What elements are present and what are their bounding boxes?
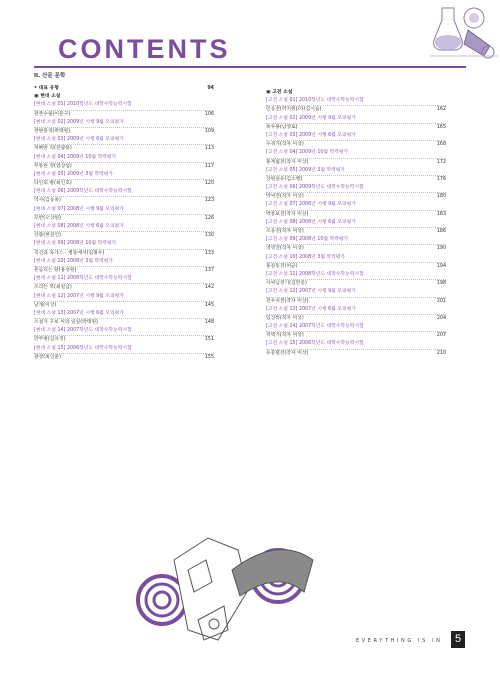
section-heading: II. 산문 문학: [34, 73, 66, 79]
toc-entry: [34, 180, 214, 188]
toc-page-number: 176: [436, 176, 446, 182]
toc-entry: [34, 250, 214, 258]
toc-page-number: 186: [436, 229, 446, 234]
toc-entry: [34, 128, 214, 136]
toc-source-line: [266, 323, 446, 332]
toc-source-line: [266, 167, 446, 176]
toc-source-line: [266, 149, 446, 158]
left-column: [34, 85, 214, 362]
toc-entry: [266, 350, 446, 358]
toc-source-line: [34, 154, 214, 163]
toc-page-number: 155: [204, 354, 214, 360]
toc-entry: [266, 211, 446, 219]
toc-entry: [34, 215, 214, 223]
toc-entry-title: [현대 소설 10] 2008년 3월 학력평가: [34, 258, 114, 264]
toc-entry: [266, 193, 446, 201]
toc-source-line: [34, 223, 214, 232]
toc-entry-title: 박흥보전(작자 미상): [266, 211, 309, 217]
toc-entry-title: 산불(현길언): [34, 233, 61, 239]
toc-subheading: [34, 85, 214, 93]
toc-entry-title: 유충렬전(작자 미상): [266, 350, 309, 356]
toc-page-number: 109: [204, 128, 214, 134]
toc-entry: [266, 280, 446, 288]
toc-entry: [266, 159, 446, 167]
toc-page-number: 126: [204, 215, 214, 221]
toc-entry-title: 임진록(작자 미상): [266, 315, 304, 321]
toc-page-number: 180: [436, 194, 446, 200]
toc-subheading: [34, 93, 214, 101]
toc-entry-title: [고전 소설 07] 2008년 시행 9월 모의평가: [266, 202, 356, 208]
toc-entry-title: 천변풍경(박태원): [34, 128, 71, 134]
toc-entry-title: ▣ 현대 소설: [34, 94, 61, 100]
toc-entry-title: 수경가(작자 미상): [266, 142, 304, 148]
toc-entry-title: 타인의 방(최인호): [34, 181, 72, 187]
toc-entry-title: 옥루몽(남영로): [266, 124, 298, 130]
toc-page-number: 106: [204, 111, 214, 117]
spiral-illustration-icon: [128, 530, 328, 650]
toc-entry-title: 직선과 독가스 - 병동에서(임철우): [34, 250, 105, 256]
toc-entry-title: 관촌수필(이문구): [34, 111, 71, 117]
toc-source-line: [34, 293, 214, 302]
toc-entry-title: [현대 소설 01] 2010학년도 대학수학능력시험: [34, 102, 132, 108]
toc-entry-title: [현대 소설 14] 2007학년도 대학수학능력시험: [34, 328, 132, 334]
toc-entry: [266, 245, 446, 253]
toc-entry: [34, 302, 214, 310]
toc-entry: [34, 163, 214, 171]
toc-source-line: [266, 132, 446, 141]
toc-source-line: [34, 119, 214, 128]
toc-source-line: [34, 101, 214, 110]
toc-source-line: [266, 201, 446, 210]
toc-page-number: 162: [436, 107, 446, 113]
toc-entry-title: 모반(오상원): [34, 215, 61, 221]
toc-page-number: 94: [207, 86, 214, 91]
toc-entry-title: 박씨전(작자 미상): [266, 194, 304, 200]
toc-entry: [34, 232, 214, 240]
toc-entry-title: [고전 소설 06] 2009학년도 대학수학능력시험: [266, 185, 364, 191]
toc-entry-title: 전우치전(작자 미상): [266, 298, 309, 304]
toc-entry-title: [현대 소설 08] 2008년 시행 6월 모의평가: [34, 224, 124, 229]
toc-source-line: [34, 136, 214, 145]
toc-entry-title: [고전 소설 04] 2009년 10월 학력평가: [266, 150, 349, 156]
toc-source-line: [266, 219, 446, 228]
toc-source-line: [34, 206, 214, 215]
toc-page-number: 148: [204, 320, 214, 326]
toc-entry-title: [고전 소설 09] 2008년 10월 학력평가: [266, 237, 349, 243]
toc-entry-title: 역사(김승옥): [34, 198, 61, 204]
toc-source-line: [34, 275, 214, 284]
toc-page-number: 172: [436, 159, 446, 165]
toc-page-number: 130: [204, 233, 214, 239]
toc-source-line: [266, 115, 446, 124]
toc-source-line: [266, 236, 446, 245]
toc-source-line: [34, 258, 214, 267]
toc-entry-title: 홍길동전(허균): [266, 263, 298, 269]
toc-page-number: 145: [204, 302, 214, 308]
toc-entry-title: [현대 소설 09] 2008년 10월 학력평가: [34, 241, 117, 247]
toc-page-number: 133: [204, 250, 214, 256]
toc-entry-title: [고전 소설 08] 2008년 시행 6월 모의평가: [266, 219, 356, 225]
toc-entry-title: [현대 소설 02] 2009년 시행 9월 모의평가: [34, 119, 124, 125]
toc-entry-title: 광장(최인훈): [34, 354, 61, 360]
toc-entry-title: • 대표 유형: [34, 86, 59, 91]
toc-page-number: 190: [436, 246, 446, 252]
toc-source-line: [34, 310, 214, 319]
toc-entry: [34, 336, 214, 344]
toc-entry-title: [현대 소설 05] 2009년 3월 학력평가: [34, 171, 114, 177]
toc-entry-title: [고전 소설 01] 2010학년도 대학수학능력시험: [266, 98, 364, 104]
toc-entry: [266, 124, 446, 132]
toc-entry-title: [고전 소설 10] 2008년 3월 학력평가: [266, 254, 346, 260]
toc-entry: [34, 267, 214, 275]
toc-source-line: [266, 97, 446, 106]
toc-entry-title: 사씨남정기(김만중): [266, 281, 307, 287]
toc-entry: [266, 298, 446, 306]
toc-entry-title: 만무방(김유정): [34, 337, 66, 343]
toc-entry: [34, 145, 214, 153]
toc-page-number: 142: [204, 285, 214, 291]
toc-entry: [34, 354, 214, 362]
toc-page-number: 207: [436, 333, 446, 339]
toc-page-number: 168: [436, 142, 446, 148]
toc-source-line: [266, 306, 446, 315]
toc-entry-title: [고전 소설 14] 2007학년도 대학수학능력시험: [266, 324, 364, 330]
toc-entry-title: [고전 소설 12] 2007년 시행 9월 모의평가: [266, 289, 356, 295]
footer-tagline: EVERYTHING IS IN: [356, 638, 443, 644]
toc-page-number: 165: [436, 124, 446, 130]
toc-entry-title: 영영전(작자 미상): [266, 246, 304, 252]
toc-entry-title: [현대 소설 11] 2008학년도 대학수학능력시험: [34, 276, 132, 282]
toc-page-number: 210: [436, 350, 446, 356]
toc-page-number: 201: [436, 298, 446, 304]
toc-source-line: [34, 345, 214, 354]
toc-page-number: 137: [204, 267, 214, 273]
toc-page-number: 113: [204, 146, 214, 152]
toc-page-number: 204: [436, 315, 446, 321]
toc-entry: [266, 228, 446, 236]
toc-source-line: [34, 240, 214, 249]
toc-page-number: 123: [204, 198, 214, 204]
toc-entry-title: 민옹전(박지원)/가(김시습): [266, 107, 322, 113]
toc-page-number: 117: [204, 163, 214, 169]
toc-entry: [266, 141, 446, 149]
toc-entry: [266, 106, 446, 114]
toc-entry-title: 소설가 구보 씨의 일일(박태원): [34, 320, 98, 326]
toc-entry: [266, 176, 446, 184]
toc-source-line: [266, 184, 446, 193]
toc-entry: [34, 111, 214, 119]
toc-entry: [34, 284, 214, 292]
toc-page-number: 183: [436, 211, 446, 217]
toc-entry-title: [고전 소설 15] 2006학년도 대학수학능력시험: [266, 341, 364, 347]
toc-source-line: [34, 327, 214, 336]
toc-entry: [266, 263, 446, 271]
toc-page-number: 151: [204, 337, 214, 343]
toc-entry-title: 흔들리는 땅(홍성원): [34, 267, 77, 273]
toc-entry-title: ▣ 고전 소설: [266, 90, 293, 95]
toc-entry-title: [고전 소설 02] 2009년 시행 9월 모의평가: [266, 115, 356, 121]
toc-entry-title: [현대 소설 12] 2007년 시행 9월 모의평가: [34, 293, 124, 299]
toc-entry: [34, 197, 214, 205]
toc-entry: [266, 315, 446, 323]
toc-entry-title: [현대 소설 06] 2009학년도 대학수학능력시험: [34, 189, 132, 195]
toc-entry-title: [현대 소설 13] 2007년 시행 6월 모의평가: [34, 310, 124, 316]
toc-entry-title: [현대 소설 03] 2009년 시행 6월 모의평가: [34, 137, 124, 143]
toc-entry-title: [현대 소설 07] 2008년 시행 9월 모의평가: [34, 206, 124, 212]
toc-entry-title: 홍계월전(작자 미상): [266, 159, 309, 165]
toc-entry-title: [현대 소설 15] 2006학년도 대학수학능력시험: [34, 345, 132, 351]
toc-entry-title: 무통한 정(염상섭): [34, 163, 72, 169]
toc-page-number: 194: [436, 263, 446, 269]
toc-entry-title: 조리는 복(최일남): [34, 285, 72, 291]
toc-source-line: [34, 188, 214, 197]
toc-source-line: [266, 340, 446, 349]
toc-source-line: [34, 171, 214, 180]
toc-entry-title: [고전 소설 05] 2009년 3월 학력평가: [266, 167, 346, 173]
toc-page-number: 120: [204, 181, 214, 187]
toc-source-line: [266, 271, 446, 280]
toc-entry-title: [현대 소설 04] 2009년 10월 학력평가: [34, 154, 117, 160]
page-title: CONTENTS: [58, 34, 231, 64]
right-column: [266, 85, 446, 358]
toc-entry-title: 적벽가(작자 미상): [266, 333, 304, 339]
title-underline: [34, 66, 466, 68]
toc-entry: [266, 332, 446, 340]
toc-source-line: [266, 254, 446, 263]
toc-entry-title: 꺼삐딴 리(전광용): [34, 146, 72, 152]
toc-entry: [34, 319, 214, 327]
toc-entry-title: [고전 소설 03] 2009년 시행 6월 모의평가: [266, 132, 356, 138]
toc-entry-title: [고전 소설 11] 2008학년도 대학수학능력시험: [266, 271, 364, 277]
toc-entry-title: 조웅전(작자 미상): [266, 229, 304, 234]
page-number: 5: [451, 631, 465, 648]
toc-entry-title: 상원설유(김소행): [266, 176, 303, 182]
toc-source-line: [266, 288, 446, 297]
flask-illustration-icon: [428, 0, 500, 64]
toc-entry-title: 날개(이상): [34, 302, 57, 308]
toc-subheading: [266, 89, 446, 97]
toc-page-number: 198: [436, 281, 446, 287]
toc-entry-title: [고전 소설 13] 2007년 시행 6월 모의평가: [266, 306, 356, 312]
